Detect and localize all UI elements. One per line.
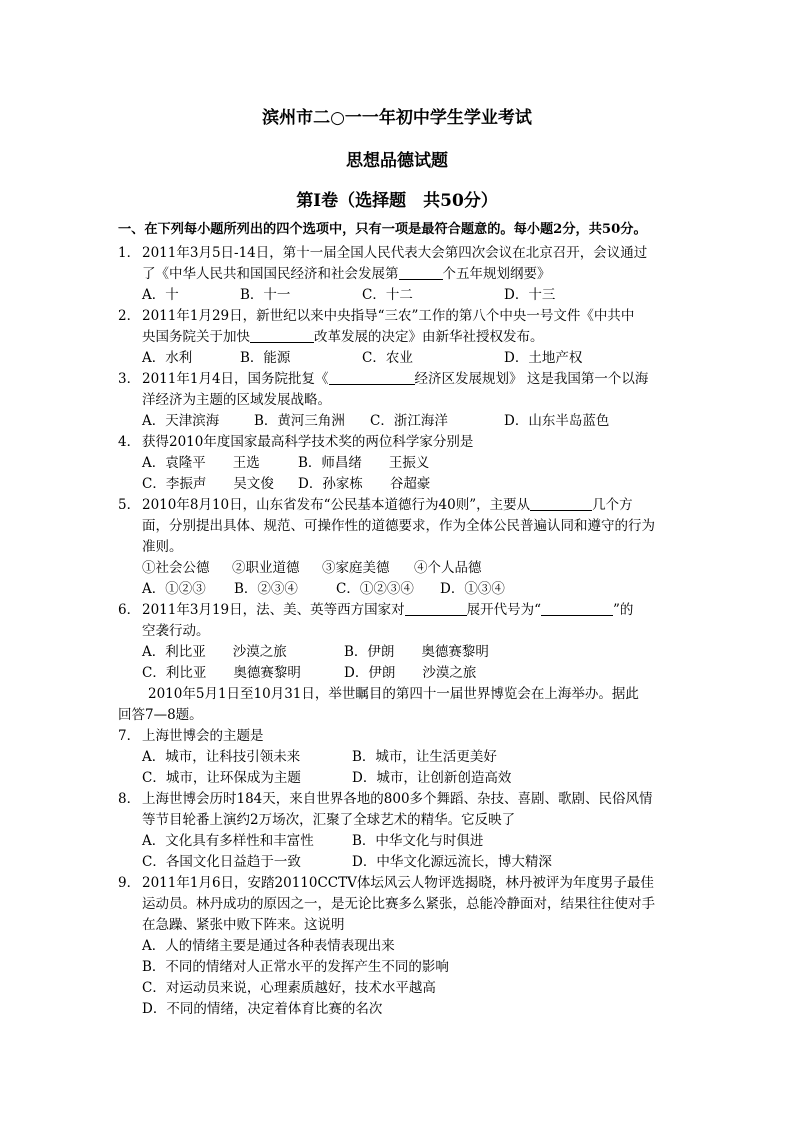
question-stem: ”的: [613, 602, 634, 618]
option-b: B．不同的情绪对人正常水平的发挥产生不同的影响: [142, 959, 449, 975]
option-b: B．十一: [240, 287, 291, 303]
option-d: D．伊朗 沙漠之旅: [344, 665, 477, 681]
question-stem: 几个方: [592, 497, 633, 513]
option-c: C．①②③④: [336, 581, 414, 597]
question-number: 4．: [118, 434, 141, 450]
option-d: D．不同的情绪，决定着体育比赛的名次: [142, 1001, 383, 1017]
answer-blank: [530, 496, 592, 511]
question-6-line-2: 空袭行动。: [142, 623, 210, 639]
option-a: A．利比亚 沙漠之旅: [142, 644, 287, 660]
part-heading: 第Ⅰ卷（选择题 共50分）: [296, 191, 498, 211]
exam-title: 滨州市二○一一年初中学生学业考试: [262, 108, 532, 128]
answer-blank: [250, 328, 314, 343]
question-number: 2．: [118, 308, 141, 324]
option-b: B．②③④: [234, 581, 298, 597]
option-a: A．水利: [142, 350, 193, 366]
question-number: 9．: [118, 875, 141, 891]
item-2: ②职业道德: [232, 560, 300, 576]
option-d: D．土地产权: [504, 350, 583, 366]
question-9-line-3: 在急躁、紧张中败下阵来。这说明: [142, 917, 345, 933]
question-number: 6．: [118, 602, 141, 618]
question-5-line-3: 准则。: [142, 539, 183, 555]
question-6: [118, 600, 633, 620]
option-c: C．十二: [362, 287, 413, 303]
question-stem: 获得2010年度国家最高科学技术奖的两位科学家分别是: [142, 434, 474, 450]
question-number: 7．: [118, 728, 141, 744]
option-b: B．能源: [240, 350, 291, 366]
item-1: ①社会公德: [142, 560, 210, 576]
instructions: 一、在下列每小题所列出的四个选项中，只有一项是最符合题意的。每小题2分，共50分。: [118, 222, 647, 237]
option-b: B．中华文化与时俱进: [352, 833, 484, 849]
passage-line-1: 2010年5月1日至10月31日，举世瞩目的第四十一届世界博览会在上海举办。据此: [148, 686, 639, 702]
option-d: D．山东半岛蓝色: [504, 413, 610, 429]
option-c: C．城市，让环保成为主题: [142, 770, 301, 786]
question-9-line-2: 运动员。林丹成功的原因之一，是无论比赛多么紧张，总能冷静面对，结果往往使对手: [142, 896, 655, 912]
item-4: ④个人品德: [414, 560, 482, 576]
question-5: [118, 495, 633, 515]
question-stem: 2010年8月10日，山东省发布“公民基本道德行为40则”，主要从: [142, 497, 531, 513]
question-stem: 2011年1月29日，新世纪以来中央指导“三农”工作的第八个中央一号文件《中共中: [142, 308, 635, 324]
exam-subject: 思想品德试题: [346, 151, 448, 171]
item-3: ③家庭美德: [322, 560, 390, 576]
question-number: 3．: [118, 371, 141, 387]
question-stem: 上海世博会的主题是: [142, 728, 264, 744]
question-stem: 2011年3月19日，法、美、英等西方国家对: [142, 602, 405, 618]
option-c: C．对运动员来说，心理素质越好，技术水平越高: [142, 980, 436, 996]
option-d: D．十三: [504, 287, 556, 303]
question-2-line-2: [142, 327, 544, 347]
option-a: A．人的情绪主要是通过各种表情表现出来: [142, 938, 395, 954]
question-1-line-2: [142, 264, 551, 284]
answer-blank: [541, 601, 613, 616]
option-a: A．十: [142, 287, 179, 303]
option-b: B．黄河三角洲: [254, 413, 345, 429]
question-stem: 2011年1月4日，国务院批复《: [142, 371, 329, 387]
option-d: D．①③④: [440, 581, 505, 597]
question-number: 1．: [118, 245, 141, 261]
question-stem: 2011年1月6日，安踏20110CCTV体坛风云人物评选揭晓，林丹被评为年度男子最佳: [142, 875, 654, 891]
option-d: D．中华文化源远流长，博大精深: [352, 854, 552, 870]
option-d: D．孙家栋 谷超豪: [298, 476, 431, 492]
option-b: B．师昌绪 王振义: [298, 455, 430, 471]
question-stem: 改革发展的决定》由新华社授权发布。: [314, 329, 544, 345]
question-stem: 了《中华人民共和国国民经济和社会发展第: [142, 266, 399, 282]
question-8: [118, 789, 653, 809]
question-number: 8．: [118, 791, 141, 807]
question-7: [118, 726, 264, 746]
question-stem: 央国务院关于加快: [142, 329, 250, 345]
question-4: [118, 432, 473, 452]
answer-blank: [399, 265, 443, 280]
option-c: C．浙江海洋: [370, 413, 448, 429]
question-stem: 展开代号为“: [466, 602, 542, 618]
question-9: [118, 873, 654, 893]
answer-blank: [329, 370, 415, 385]
question-3-line-2: 洋经济为主题的区域发展战略。: [142, 392, 331, 408]
option-a: A．袁隆平 王选: [142, 455, 260, 471]
option-b: B．城市，让生活更美好: [352, 749, 497, 765]
option-d: D．城市，让创新创造高效: [352, 770, 512, 786]
question-2: [118, 306, 634, 326]
question-stem: 2011年3月5日-14日，第十一届全国人民代表大会第四次会议在北京召开，会议通过: [142, 245, 648, 261]
option-c: C．利比亚 奥德赛黎明: [142, 665, 301, 681]
option-a: A．①②③: [142, 581, 206, 597]
passage-line-2: 回答7—8题。: [118, 707, 203, 723]
option-b: B．伊朗 奥德赛黎明: [344, 644, 489, 660]
question-stem: 个五年规划纲要》: [442, 266, 551, 282]
question-stem: 上海世博会历时184天，来自世界各地的800多个舞蹈、杂技、喜剧、歌剧、民俗风情: [142, 791, 653, 807]
option-c: C．农业: [362, 350, 413, 366]
question-5-line-2: 面，分别提出具体、规范、可操作性的道德要求，作为全体公民普遍认同和遵守的行为: [142, 518, 655, 534]
option-a: A．天津滨海: [142, 413, 220, 429]
question-stem: 经济区发展规划》 这是我国第一个以海: [414, 371, 649, 387]
question-1: [118, 243, 647, 263]
question-3: [118, 369, 648, 389]
option-a: A．城市，让科技引领未来: [142, 749, 301, 765]
option-c: C．各国文化日益趋于一致: [142, 854, 301, 870]
option-c: C．李振声 吴文俊: [142, 476, 274, 492]
answer-blank: [405, 601, 467, 616]
option-a: A．文化具有多样性和丰富性: [142, 833, 314, 849]
question-8-line-2: 等节目轮番上演约2万场次，汇聚了全球艺术的精华。它反映了: [142, 812, 516, 828]
question-number: 5．: [118, 497, 141, 513]
